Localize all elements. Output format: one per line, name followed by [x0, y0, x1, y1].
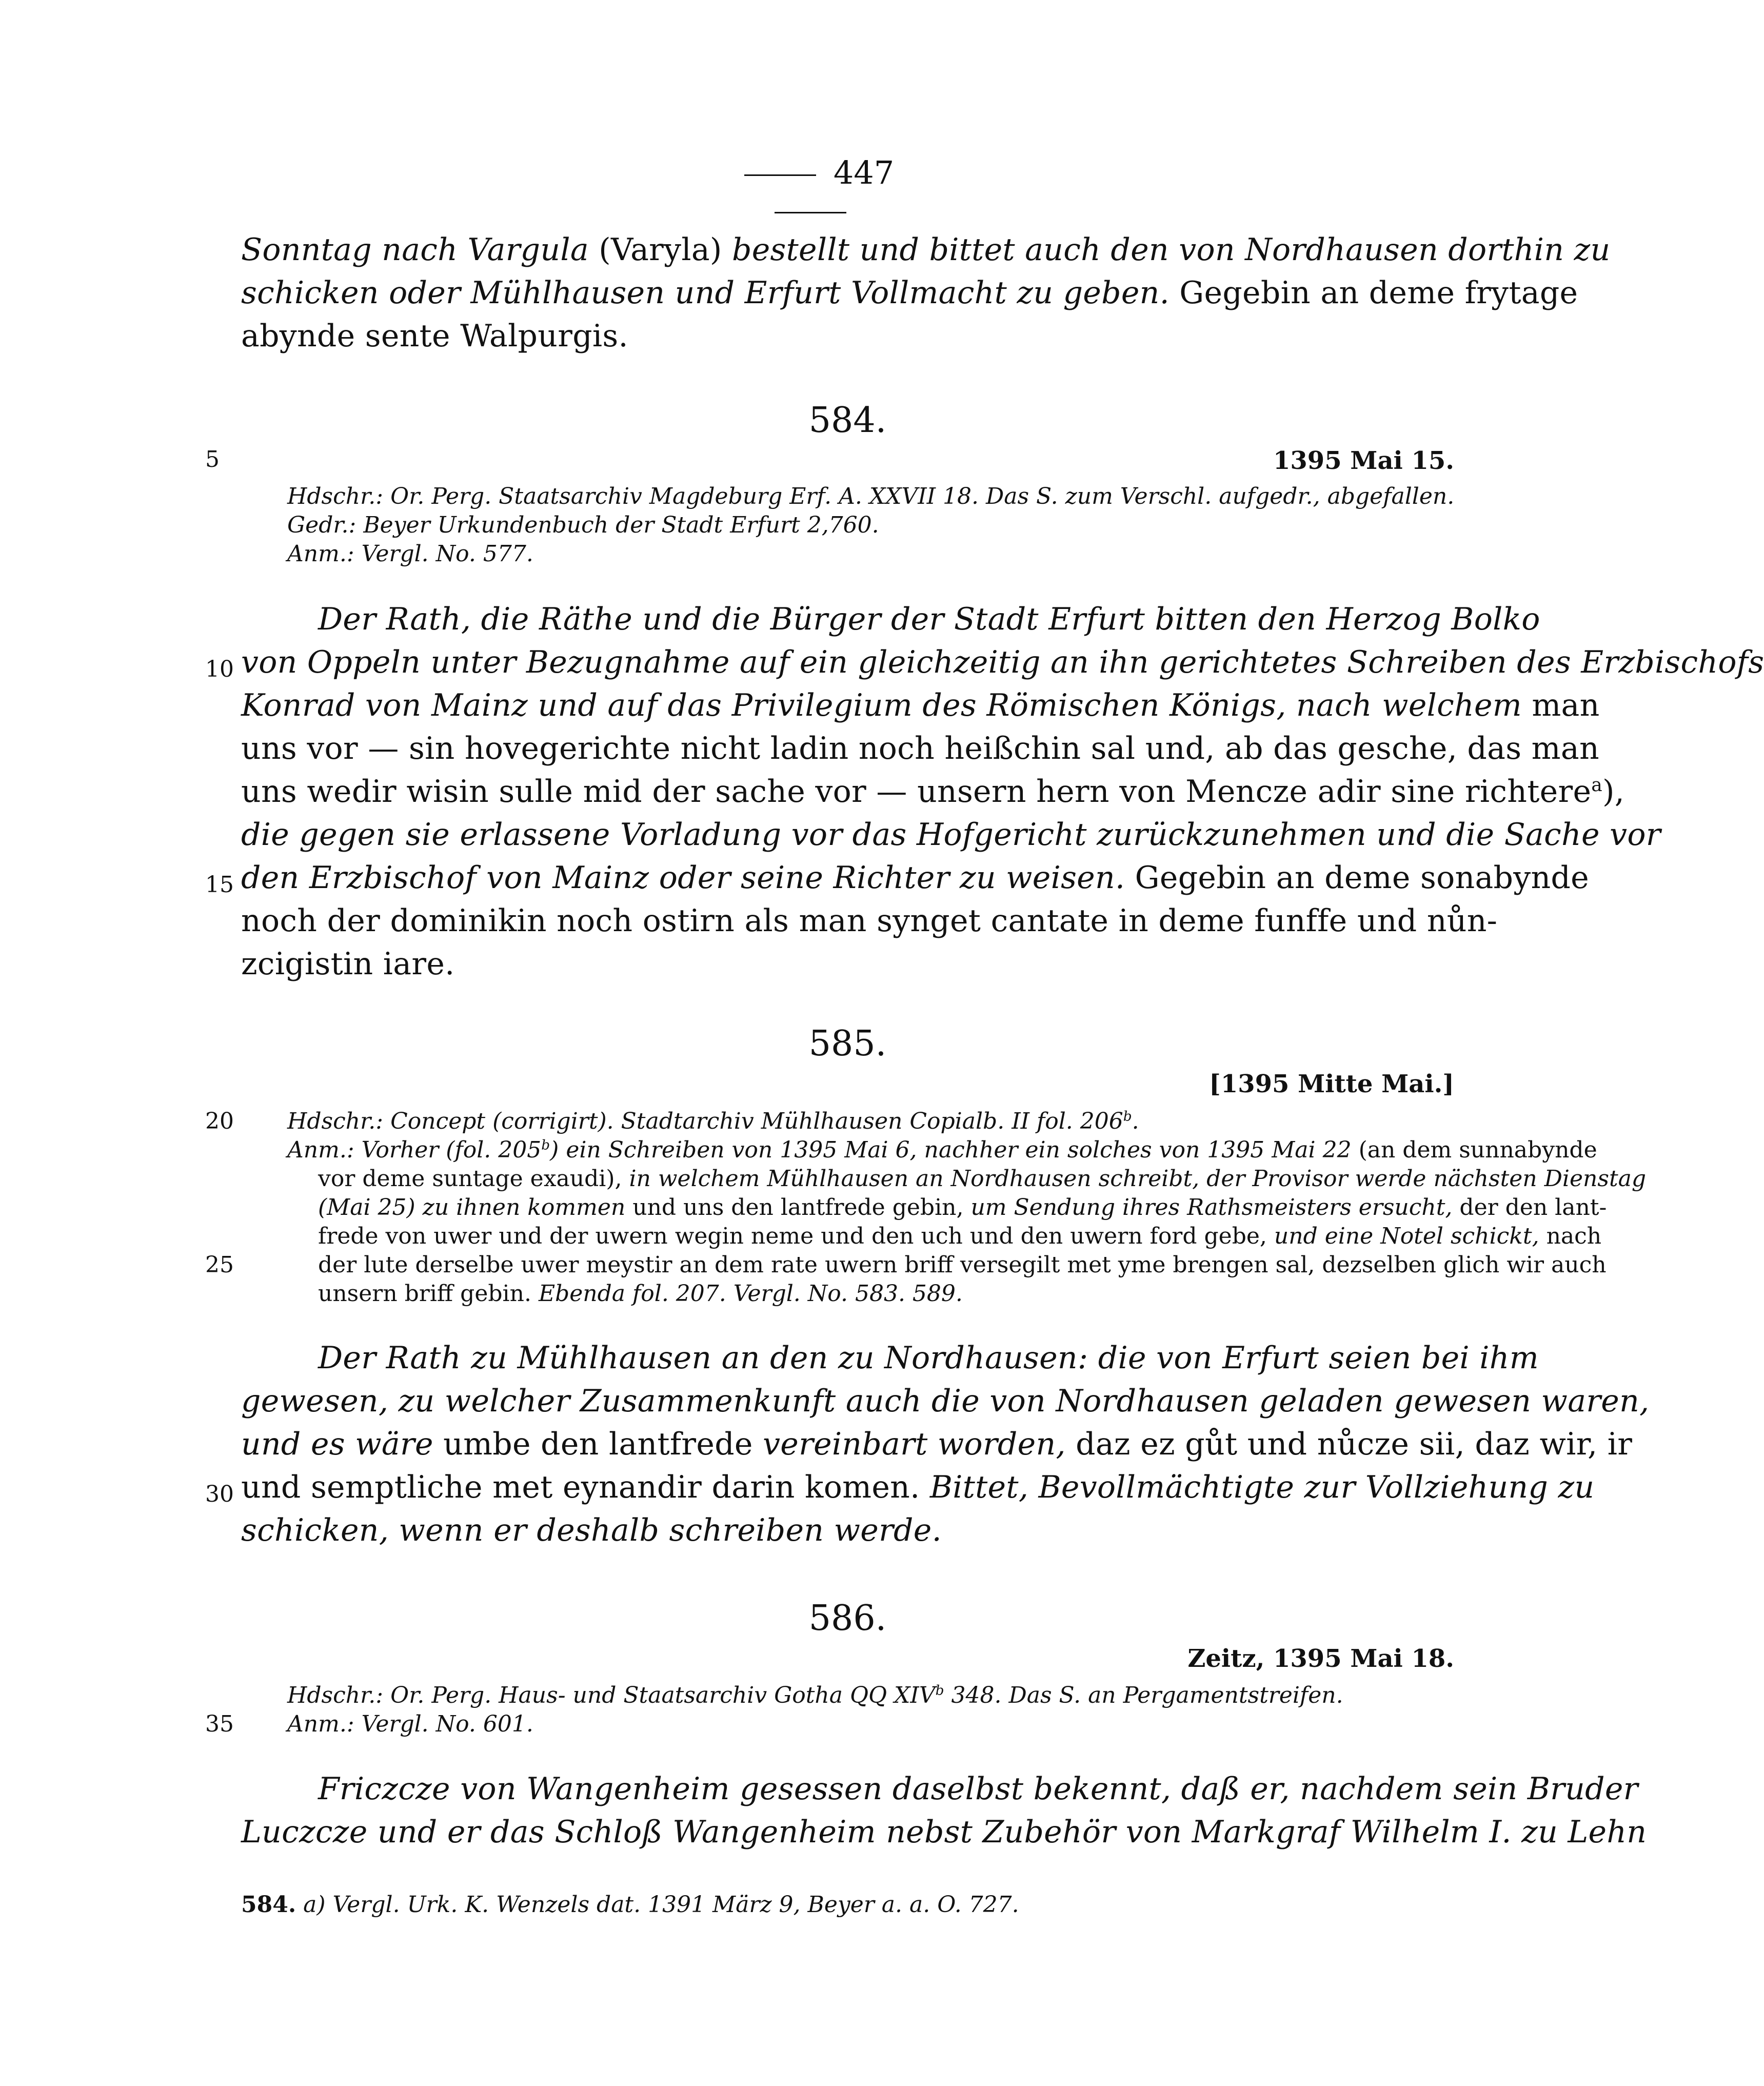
- text-line: [241, 770, 1625, 813]
- text-segment: der den lant-: [1452, 1194, 1607, 1221]
- page-number-header: [703, 154, 918, 229]
- text-line: [241, 1380, 1650, 1423]
- apparatus-line: [287, 1710, 1454, 1739]
- document-number: 586.: [808, 1598, 887, 1639]
- line-number: 20: [205, 1108, 234, 1134]
- text-segment: Anm.: Vergl. No. 577.: [287, 541, 533, 567]
- text-segment: zcigistin iare.: [241, 946, 455, 982]
- text-line: [241, 942, 1454, 986]
- document-date: Zeitz, 1395 Mai 18.: [1187, 1644, 1454, 1673]
- page-number: 447: [833, 154, 895, 191]
- line-number: 15: [205, 872, 234, 898]
- apparatus-line: [318, 1280, 1454, 1308]
- text-line: [241, 314, 1454, 358]
- text-line: [318, 1336, 1539, 1380]
- text-segment: a) Vergl. Urk. K. Wenzels dat. 1391 März 9, Beyer a. a. O. 727.: [296, 1892, 1019, 1918]
- text-line: [241, 1811, 1647, 1854]
- apparatus-line: [287, 540, 1454, 568]
- text-segment: Der Rath zu Mühlhausen an den zu Nordhausen: die von Erfurt seien bei ihm: [318, 1340, 1539, 1376]
- text-segment: Hdschr.: Or. Perg. Haus- und Staatsarchiv Gotha QQ XIV: [287, 1682, 936, 1708]
- apparatus-line: [287, 1681, 1454, 1710]
- line-number: 30: [205, 1481, 234, 1507]
- apparatus-line: [287, 511, 1454, 540]
- text-segment: (Mai 25) zu ihnen kommen: [318, 1194, 626, 1221]
- text-segment: Bittet, Bevollmächtigte zur Vollziehung zu: [920, 1469, 1595, 1505]
- text-segment: Gedr.: Beyer Urkundenbuch der Stadt Erfurt 2,760.: [287, 512, 879, 538]
- text-segment: Gegebin an deme frytage: [1169, 275, 1578, 311]
- document-number: 585.: [808, 1024, 887, 1064]
- text-segment: Anm.: Vorher (fol. 205: [287, 1137, 542, 1163]
- apparatus-line: [318, 1251, 1607, 1280]
- line-number: 35: [205, 1711, 234, 1737]
- text-segment: Hdschr.: Concept (corrigirt). Stadtarchiv Mühlhausen Copialb. II fol. 206: [287, 1108, 1123, 1134]
- line-number: 10: [205, 656, 234, 682]
- text-segment: Konrad von Mainz und auf das Privilegium des Römischen Königs, nach welchem: [241, 687, 1522, 723]
- apparatus-line: [287, 1107, 1454, 1136]
- text-segment: und eine Notel schickt,: [1274, 1223, 1539, 1249]
- text-segment: vor deme suntage exaudi),: [318, 1166, 629, 1192]
- text-segment: ) ein Schreiben von 1395 Mai 6, nachher ein solches von 1395 Mai 22: [550, 1137, 1352, 1163]
- text-segment: frede von uwer und der uwern wegin neme und den uch und den uwern ford gebe,: [318, 1223, 1274, 1249]
- line-number: 5: [205, 446, 220, 473]
- text-line: [241, 813, 1661, 856]
- footnote-ref: 584.: [241, 1892, 296, 1918]
- text-segment: in welchem Mühlhausen an Nordhausen schreibt, der Provisor werde nächsten Dienstag: [629, 1166, 1647, 1192]
- text-segment: bestellt und bittet auch den von Nordhausen dorthin zu: [732, 232, 1611, 268]
- text-segment: unsern briff gebin.: [318, 1281, 539, 1307]
- text-segment: den Erzbischof von Mainz oder seine Richter zu weisen.: [241, 860, 1125, 896]
- header-rule-right: [775, 212, 846, 213]
- text-segment: noch der dominikin noch ostirn als man synget cantate in deme funffe und nůn-: [241, 903, 1498, 939]
- apparatus-line: [318, 1165, 1647, 1193]
- text-segment: vereinbart worden,: [763, 1426, 1066, 1462]
- text-line: [241, 1509, 1454, 1552]
- text-segment: ),: [1602, 774, 1625, 810]
- text-segment: uns vor — sin hovegerichte nicht ladin noch heißchin sal und, ab das gesche, das man: [241, 731, 1599, 766]
- superscript: b: [935, 1682, 944, 1699]
- text-segment: Anm.: Vergl. No. 601.: [287, 1711, 533, 1737]
- text-line: [241, 1466, 1595, 1509]
- text-segment: abynde sente Walpurgis.: [241, 318, 628, 354]
- apparatus-line: [318, 1193, 1607, 1222]
- text-line: [241, 641, 1764, 684]
- text-segment: 348. Das S. an Pergamentstreifen.: [944, 1682, 1343, 1708]
- text-segment: Luczcze und er das Schloß Wangenheim nebst Zubehör von Markgraf Wilhelm I. zu Lehn: [241, 1814, 1647, 1850]
- apparatus-line: [318, 1222, 1602, 1251]
- document-number: 584.: [808, 400, 887, 441]
- text-segment: von Oppeln unter Bezugnahme auf ein gleichzeitig an ihn gerichtetes Schreiben des Erzbischofs: [241, 644, 1764, 680]
- text-segment: und uns den lantfrede gebin,: [625, 1194, 971, 1221]
- document-date: 1395 Mai 15.: [1273, 446, 1454, 475]
- text-segment: gewesen, zu welcher Zusammenkunft auch die von Nordhausen geladen gewesen waren,: [241, 1383, 1650, 1419]
- text-line: [241, 271, 1578, 314]
- superscript: a: [1591, 775, 1603, 796]
- text-segment: man: [1521, 687, 1600, 723]
- text-line: [241, 727, 1599, 770]
- text-segment: umbe den lantfrede: [433, 1426, 763, 1462]
- text-line: [241, 856, 1589, 899]
- text-segment: schicken, wenn er deshalb schreiben werde.: [241, 1512, 942, 1548]
- text-segment: und semptliche met eynandir darin komen.: [241, 1469, 920, 1505]
- text-segment: uns wedir wisin sulle mid der sache vor — unsern hern von Mencze adir sine richtere: [241, 774, 1592, 810]
- text-segment: Hdschr.: Or. Perg. Staatsarchiv Magdeburg Erf. A. XXVII 18. Das S. zum Verschl. aufgedr., abgefallen.: [287, 483, 1455, 509]
- text-segment: die gegen sie erlassene Vorladung vor das Hofgericht zurückzunehmen und die Sache vor: [241, 817, 1661, 853]
- text-line: [241, 899, 1498, 942]
- footnote: [241, 1891, 1454, 1919]
- text-line: [318, 598, 1540, 641]
- text-line: [318, 1767, 1638, 1811]
- text-segment: Friczcze von Wangenheim gesessen daselbst bekennt, daß er, nachdem sein Bruder: [318, 1771, 1638, 1807]
- text-segment: der lute derselbe uwer meystir an dem rate uwern briff versegilt met yme brengen sal, dezselben glich wir auch: [318, 1252, 1607, 1278]
- line-number: 25: [205, 1252, 234, 1278]
- text-segment: und es wäre: [241, 1426, 433, 1462]
- text-segment: Der Rath, die Räthe und die Bürger der Stadt Erfurt bitten den Herzog Bolko: [318, 601, 1540, 637]
- text-segment: Ebenda fol. 207. Vergl. No. 583. 589.: [538, 1281, 963, 1307]
- header-rule-left: [744, 174, 816, 176]
- apparatus-line: [287, 1136, 1597, 1165]
- superscript: b: [541, 1137, 550, 1153]
- text-segment: (an dem sunnabynde: [1351, 1137, 1597, 1163]
- text-line: [241, 228, 1611, 271]
- text-segment: .: [1132, 1108, 1139, 1134]
- superscript: b: [1123, 1108, 1132, 1125]
- text-segment: Sonntag nach Vargula: [241, 232, 599, 268]
- text-segment: um Sendung ihres Rathsmeisters ersucht,: [970, 1194, 1453, 1221]
- text-segment: Gegebin an deme sonabynde: [1125, 860, 1589, 896]
- text-line: [241, 684, 1600, 727]
- text-segment: schicken oder Mühlhausen und Erfurt Vollmacht zu geben.: [241, 275, 1170, 311]
- text-segment: daz ez gůt und nůcze sii, daz wir, ir: [1065, 1426, 1633, 1462]
- footnote-text: [296, 1892, 1019, 1918]
- text-segment: (Varyla): [599, 232, 732, 268]
- text-line: [241, 1423, 1633, 1466]
- text-segment: nach: [1539, 1223, 1602, 1249]
- apparatus-line: [287, 482, 1454, 511]
- document-date: [1395 Mitte Mai.]: [1209, 1070, 1454, 1098]
